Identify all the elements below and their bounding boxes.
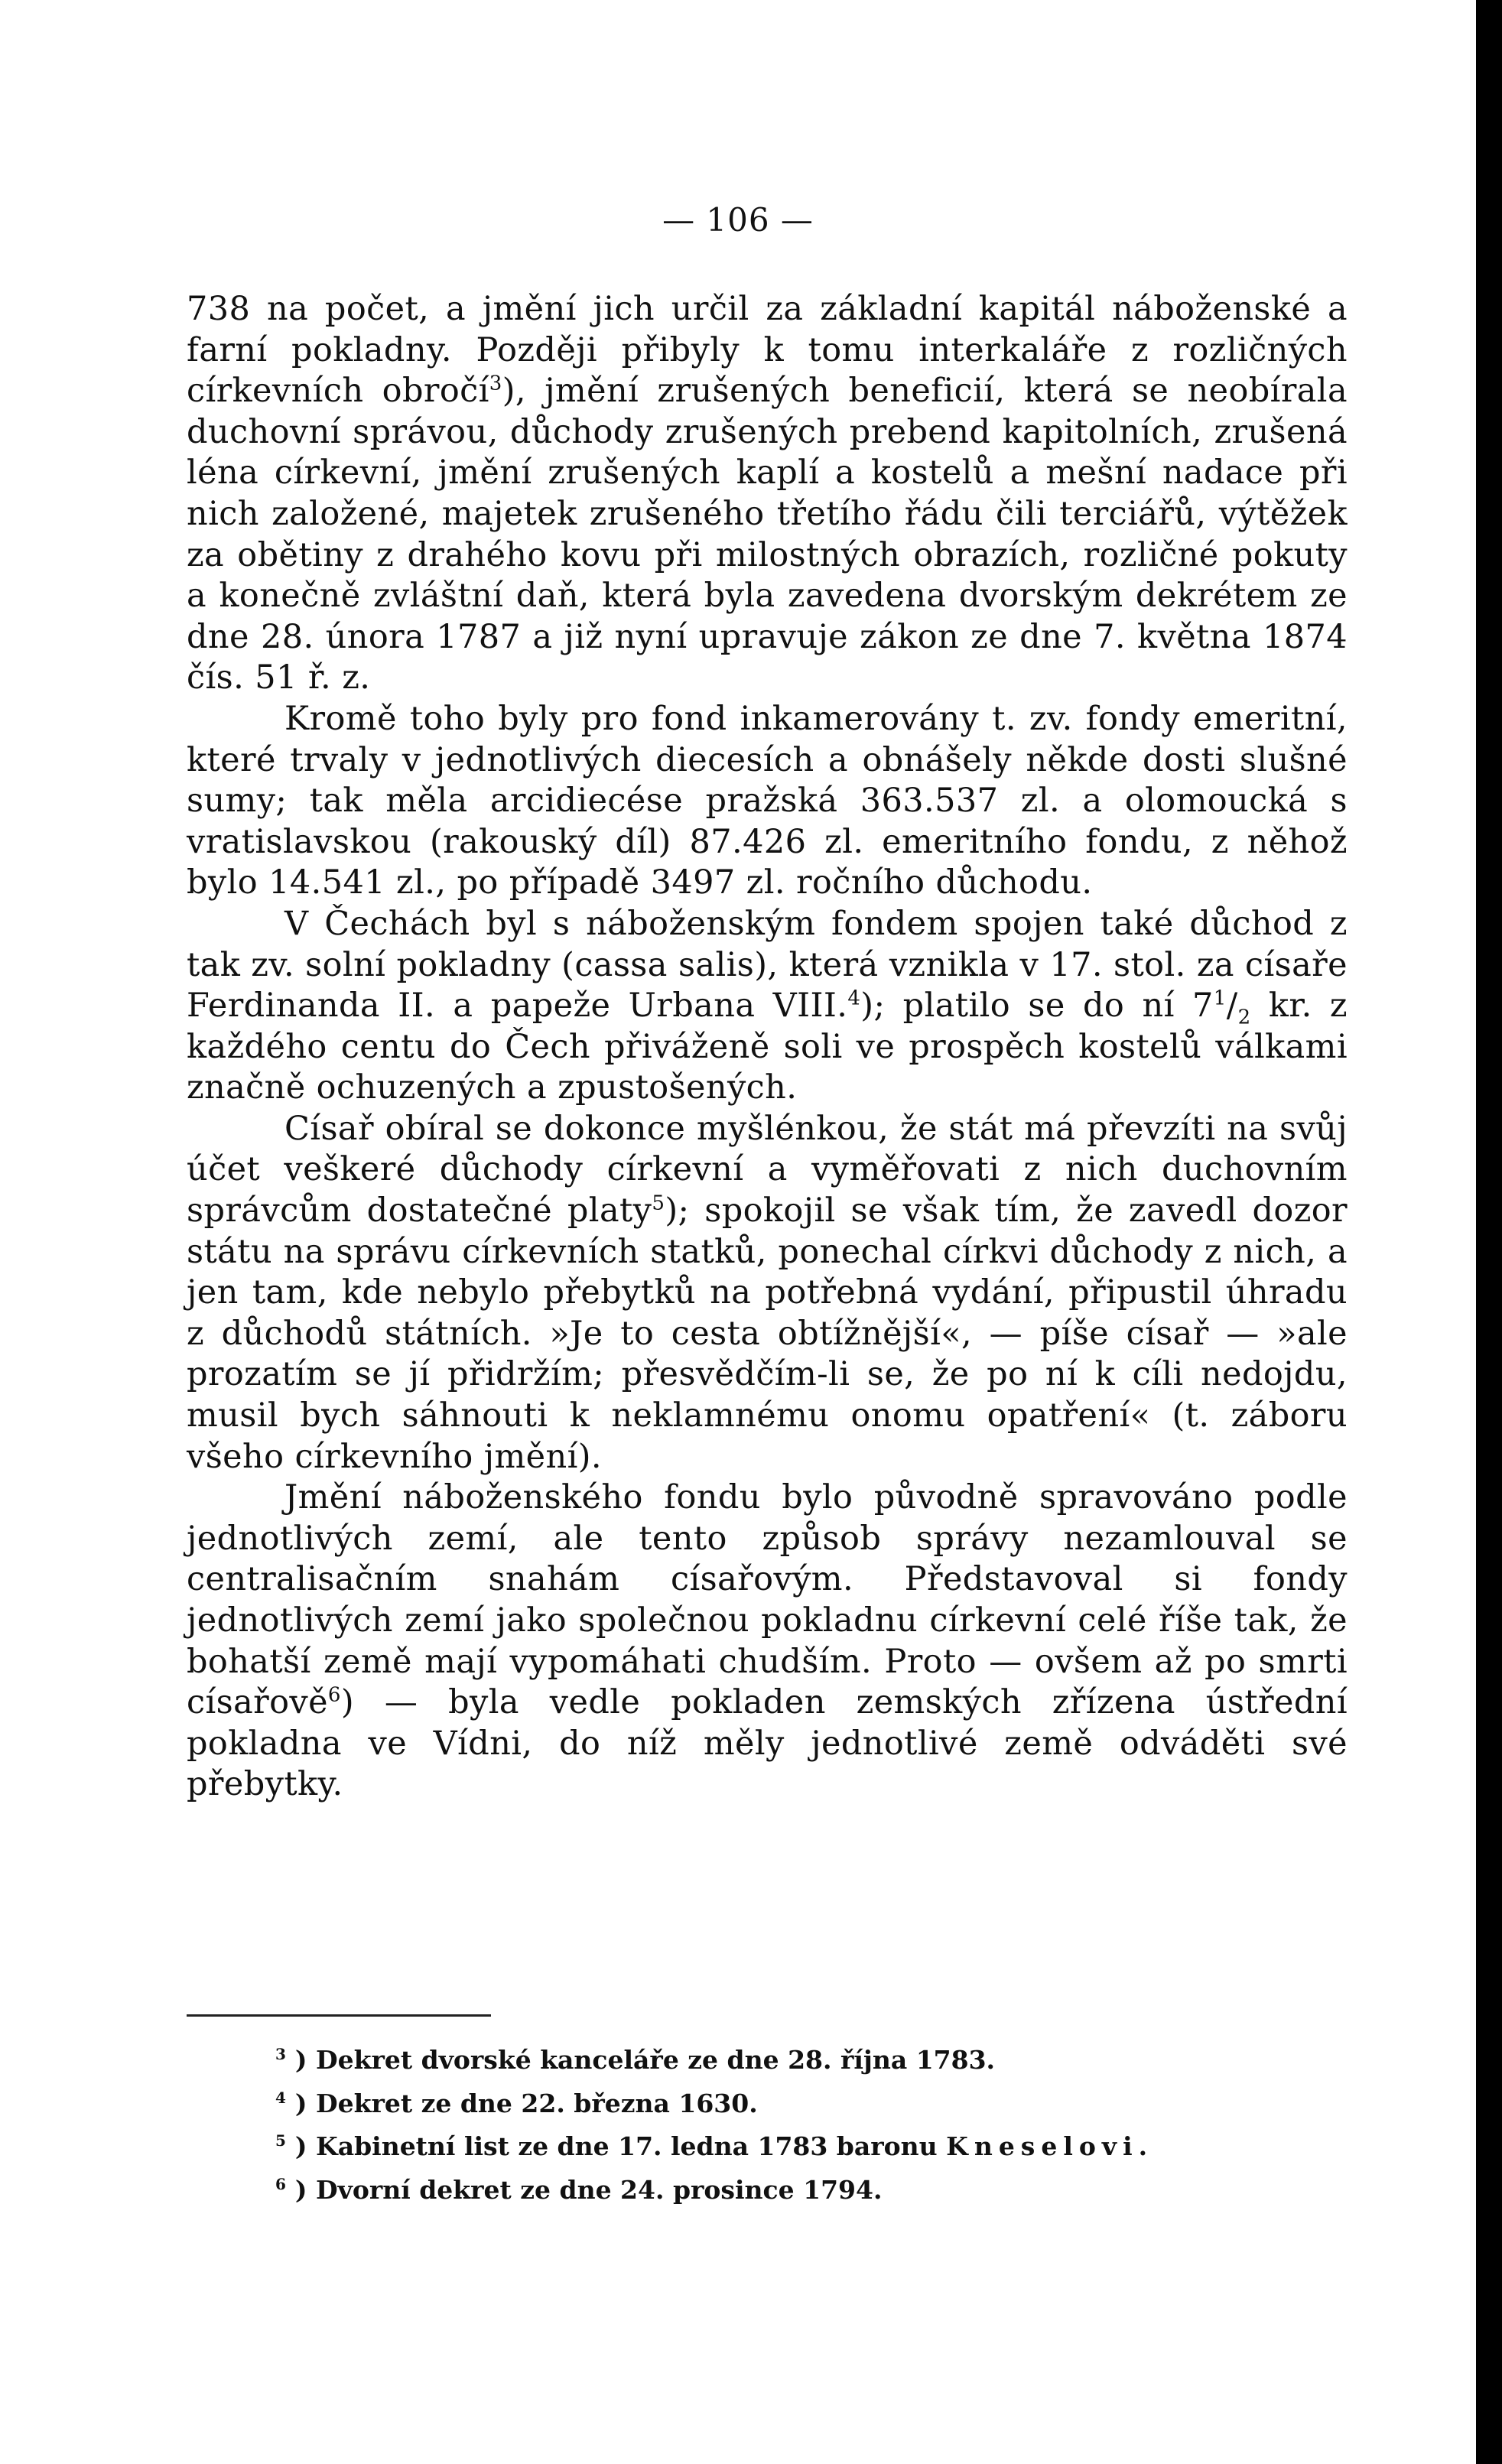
footnote-5: $^5$ ) Kabinetní list ze dne 17. ledna 1783 baronu Kneselovi. (275, 2131, 1148, 2161)
spaced-name: Kneselovi (946, 2131, 1139, 2161)
footnote-3: $^3$ ) Dekret dvorské kanceláře ze dne 28. října 1783. (275, 2045, 996, 2075)
scan-border (1476, 0, 1502, 2464)
paragraph-3: V Čechách byl s náboženským fondem spojen také důchod z tak zv. solní pokladny (cassa salis), která vznikla v 17. stol. za císaře Ferdinanda II. a papeže Urbana VIII.$^4$); platilo se do ní $7^1/_2$ kr. z každého centu do Čech přiváženě soli ve prospěch kostelů válkami značně ochuzených a zpustošených. (187, 904, 1348, 1107)
footnote-4: $^4$ ) Dekret ze dne 22. března 1630. (275, 2088, 758, 2118)
footnote-ref-5: 5 (652, 1191, 665, 1215)
page-number: — 106 — (662, 201, 814, 239)
footnote-6: $^6$ ) Dvorní dekret ze dne 24. prosince 1794. (275, 2174, 883, 2205)
footnote-divider (187, 2014, 491, 2017)
footnote-ref-4: 4 (847, 987, 861, 1010)
paragraph-4: Císař obíral se dokonce myšlénkou, že stát má převzíti na svůj účet veškeré důchody církevní a vyměřovati z nich duchovním správcům dostatečné platy$^5$); spokojil se však tím, že zavedl dozor státu na správu církevních statků, ponechal církvi důchody z nich, a jen tam, kde nebylo přebytků na potřebná vydání, připustil úhradu z důchodů státních. »Je to cesta obtížnější«, — píše císař — »ale prozatím se jí přidržím; přesvědčím-li se, že po ní k cíli nedojdu, musil bych sáhnouti k neklamnému onomu opatření« (t. záboru všeho církevního jmění). (187, 1109, 1348, 1476)
paragraph-2: Kromě toho byly pro fond inkamerovány t. zv. fondy emeritní, které trvaly v jednotlivých diecesích a obnášely někde dosti slušné sumy; tak měla arcidiecése pražská 363.537 zl. a olomoucká s vratislavskou (rakouský díl) 87.426 zl. emeritního fondu, z něhož bylo 14.541 zl., po případě 3497 zl. ročního důchodu. (187, 699, 1348, 902)
footnote-ref-3: 3 (489, 372, 502, 395)
paragraph-5: Jmění náboženského fondu bylo původně spravováno podle jednotlivých zemí, ale tento způsob správy nezamlouval se centralisačním snahám císařovým. Představoval si fondy jednotlivých zemí jako společnou pokladnu církevní celé říše tak, že bohatší země mají vypomáhati chudším. Proto — ovšem až po smrti císařově$^6$) — byla vedle pokladen zemských zřízena ústřední pokladna ve Vídni, do níž měly jednotlivé země odváděti své přebytky. (187, 1478, 1348, 1804)
paragraph-1: 738 na počet, a jmění jich určil za základní kapitál náboženské a farní pokladny. Později přibyly k tomu interkaláře z rozličných církevních obročí$^3$), jmění zrušených beneficií, která se neobírala duchovní správou, důchody zrušených prebend kapitolních, zrušená léna církevní, jmění zrušených kaplí a kostelů a mešní nadace při nich založené, majetek zrušeného třetího řádu čili terciářů, výtěžek za obětiny z drahého kovu při milostných obrazích, rozličné pokuty a konečně zvláštní daň, která byla zavedena dvorským dekrétem ze dne 28. února 1787 a již nyní upravuje zákon ze dne 7. května 1874 čís. 51 ř. z. (187, 290, 1348, 697)
footnotes (275, 2036, 1346, 2209)
footnote-ref-6: 6 (327, 1683, 341, 1707)
body-text (187, 289, 1348, 1806)
